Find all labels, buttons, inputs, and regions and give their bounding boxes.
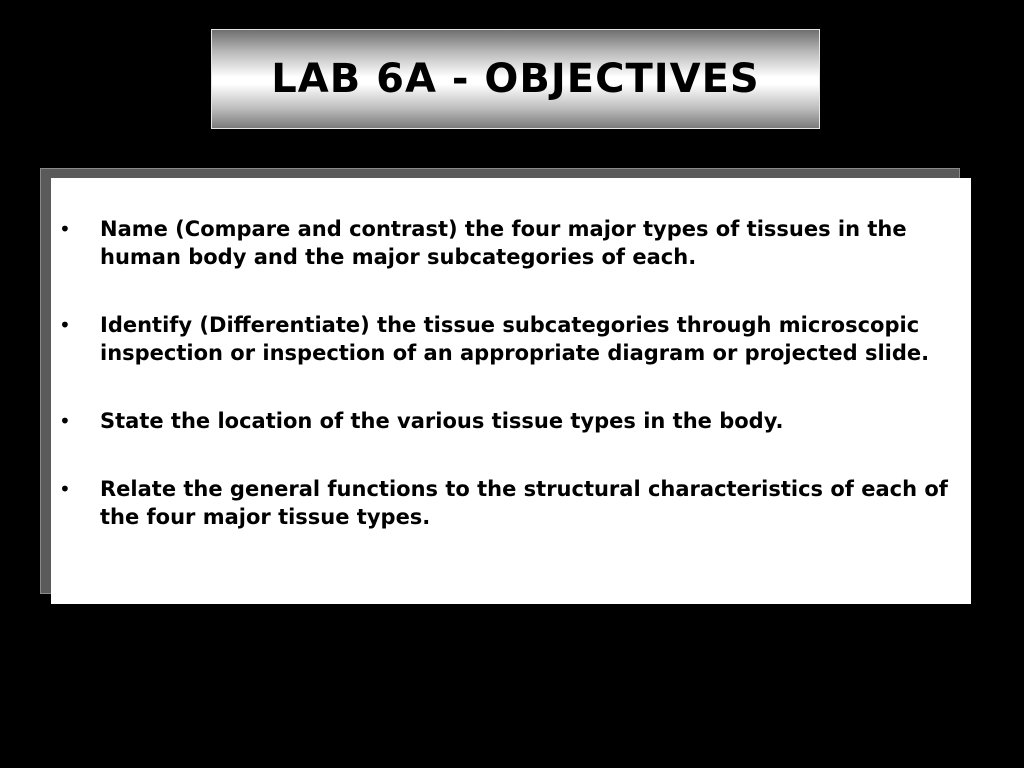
bullet-icon: • (59, 313, 71, 337)
bullet-icon: • (59, 217, 71, 241)
list-item (59, 407, 964, 435)
objective-text: State the location of the various tissue types in the body. (100, 409, 784, 433)
list-item (59, 311, 964, 367)
bullet-icon: • (59, 477, 71, 501)
list-item (59, 215, 964, 271)
content-panel (51, 178, 971, 604)
objective-text: Name (Compare and contrast) the four major types of tissues in the human body and the major subcategories of each. (100, 217, 907, 269)
list-item (59, 475, 964, 531)
objective-text: Relate the general functions to the structural characteristics of each of the four major tissue types. (100, 477, 948, 529)
slide-title: LAB 6A - OBJECTIVES (271, 56, 760, 102)
objective-text: Identify (Differentiate) the tissue subcategories through microscopic inspection or inspection of an appropriate diagram or projected slide. (100, 313, 930, 365)
title-banner (211, 29, 820, 129)
objectives-list (59, 215, 964, 571)
bullet-icon: • (59, 409, 71, 433)
